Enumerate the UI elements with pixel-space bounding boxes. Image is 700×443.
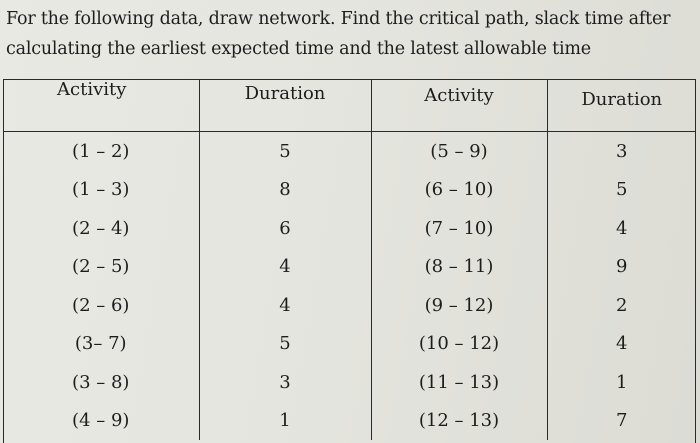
header-duration-1: Duration <box>199 79 371 132</box>
duration-cell: 3 <box>199 363 371 402</box>
header-duration-2: Duration <box>547 79 696 132</box>
duration-cell: 1 <box>547 363 696 402</box>
table-right-border <box>695 79 696 443</box>
activity-cell: (2 – 6) <box>72 294 130 316</box>
activity-cell: (2 – 5) <box>72 256 130 278</box>
duration-cell: 6 <box>199 209 371 248</box>
question-line-2: calculating the earliest expected time and the latest allowable time <box>6 39 591 59</box>
table-row <box>3 325 696 364</box>
activity-cell: (1 – 3) <box>72 179 130 201</box>
header-activity-1: Activity <box>3 79 199 132</box>
duration-cell: 4 <box>547 325 696 364</box>
duration-cell: 4 <box>199 248 371 287</box>
activity-cell: (7 – 10) <box>371 209 547 248</box>
table-left-border <box>3 79 4 443</box>
duration-cell: 9 <box>547 248 696 287</box>
activity-cell: (3– 7) <box>74 333 127 355</box>
duration-cell: 5 <box>199 132 371 171</box>
duration-cell: 2 <box>547 286 696 325</box>
table-row <box>3 248 696 287</box>
activity-cell: (11 – 13) <box>371 363 547 402</box>
table-row <box>3 402 696 441</box>
activity-cell: (6 – 10) <box>371 171 547 210</box>
question-text <box>6 4 696 64</box>
activity-cell: (2 – 4) <box>72 217 130 239</box>
activity-cell: (3 – 8) <box>72 371 130 393</box>
activity-cell: (12 – 13) <box>371 402 547 441</box>
header-activity-2: Activity <box>371 79 547 132</box>
duration-cell: 1 <box>199 402 371 441</box>
table-row <box>3 209 696 248</box>
table-top-border <box>3 79 696 80</box>
activity-cell: (5 – 9) <box>371 132 547 171</box>
activity-cell: (8 – 11) <box>371 248 547 287</box>
question-line-1: For the following data, draw network. Find the critical path, slack time after <box>6 9 671 29</box>
table-header-row <box>3 79 696 132</box>
duration-cell: 5 <box>199 325 371 364</box>
duration-cell: 8 <box>199 171 371 210</box>
table-row <box>3 286 696 325</box>
table-row <box>3 132 696 171</box>
activity-cell: (9 – 12) <box>371 286 547 325</box>
duration-cell: 3 <box>547 132 696 171</box>
table-row <box>3 363 696 402</box>
duration-cell: 4 <box>547 209 696 248</box>
activity-cell: (10 – 12) <box>371 325 547 364</box>
activity-cell: (4 – 9) <box>72 410 130 432</box>
activity-table <box>3 79 696 443</box>
duration-cell: 4 <box>199 286 371 325</box>
activity-cell: (1 – 2) <box>72 140 130 162</box>
table-row <box>3 171 696 210</box>
duration-cell: 5 <box>547 171 696 210</box>
duration-cell: 7 <box>547 402 696 441</box>
